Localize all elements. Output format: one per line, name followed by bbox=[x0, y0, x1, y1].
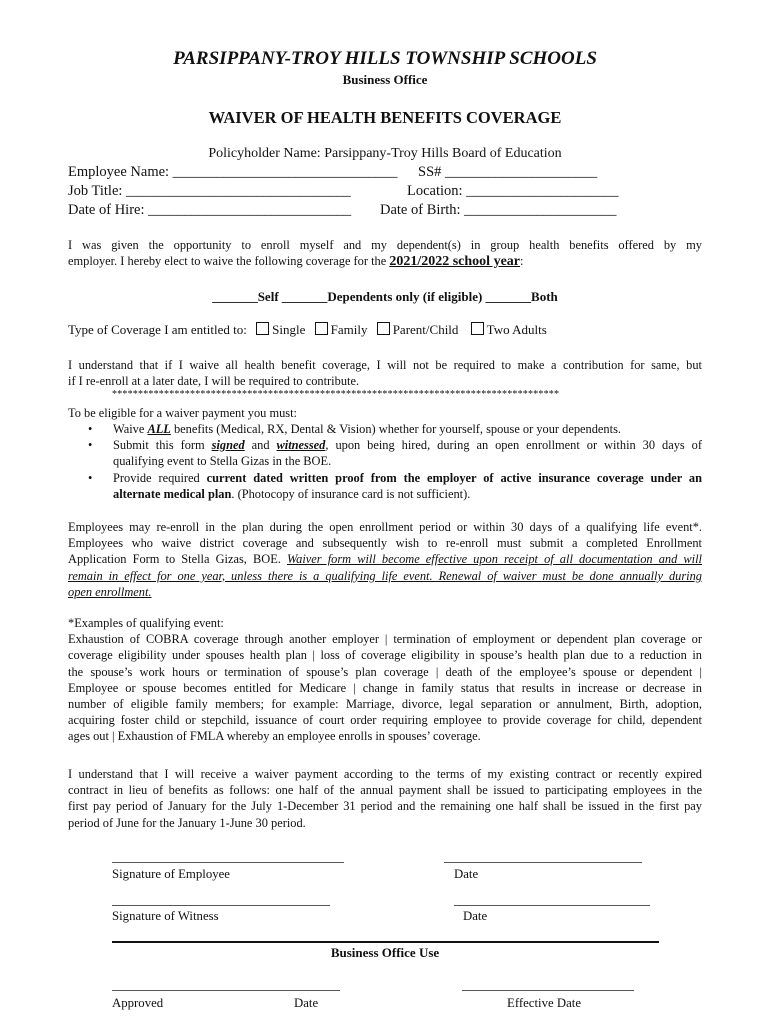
reenroll-line: Employees who waive district coverage and subsequently wish to re-enroll must submit a completed Enrollment bbox=[68, 536, 702, 551]
qualifying-line: Employee or spouse becomes entitled for Medicare | change in family status that results in increase or decrease in bbox=[68, 680, 702, 695]
single-label: Single bbox=[272, 322, 306, 337]
qualifying-line: number of eligible family members; for example: Marriage, divorce, legal separation or annulment, Birth, adoption, bbox=[68, 697, 702, 712]
employee-signature-label: Signature of Employee bbox=[112, 867, 230, 881]
approved-label: Approved bbox=[112, 996, 164, 1010]
intro-line: I was given the opportunity to enroll myself and my dependent(s) in group health benefits offered by my bbox=[68, 238, 702, 252]
eligibility-list bbox=[88, 421, 702, 502]
qualifying-events bbox=[68, 615, 702, 745]
coverage-choice-line[interactable]: _______Self _______Dependents only (if eligible) _______Both bbox=[212, 289, 558, 304]
payment-line: I understand that I will receive a waiver payment according to the terms of my existing contract or recently expired bbox=[68, 767, 702, 781]
qualifying-heading: *Examples of qualifying event: bbox=[68, 616, 224, 630]
witness-signature-label: Signature of Witness bbox=[112, 909, 219, 923]
date-of-birth-field[interactable]: Date of Birth: _____________________ bbox=[380, 202, 617, 218]
bullet-dot: • bbox=[88, 422, 93, 436]
bullet-text: Submit this form bbox=[113, 438, 212, 453]
payment-line: contract in lieu of benefits as follows: one half of the annual payment shall be issued to participating employees in the bbox=[68, 783, 702, 798]
payment-line: period of June for the January 1-June 30 period. bbox=[68, 815, 306, 830]
understand-line: I understand that if I waive all health benefit coverage, I will not be required to make a contribution for same, but bbox=[68, 358, 702, 372]
employee-name-field[interactable]: Employee Name: _______________________________ bbox=[68, 164, 398, 180]
bullet-text: , upon being hired, during an open enrollment or within 30 days of bbox=[325, 438, 702, 453]
effective-date-label: Effective Date bbox=[507, 996, 582, 1010]
list-item bbox=[88, 470, 702, 502]
policyholder-name: Policyholder Name: Parsippany-Troy Hills Board of Education bbox=[208, 146, 562, 161]
reenroll-emphasis: Waiver form will become effective upon receipt of all documentation and will bbox=[286, 552, 702, 567]
bullet-line: qualifying event to Stella Gizas in the BOE. bbox=[113, 454, 332, 469]
district-title: PARSIPPANY-TROY HILLS TOWNSHIP SCHOOLS bbox=[173, 48, 597, 69]
business-office-heading: Business Office Use bbox=[330, 945, 440, 960]
list-item bbox=[88, 437, 702, 469]
ss-field[interactable]: SS# _____________________ bbox=[418, 164, 598, 180]
approved-date-label: Date bbox=[294, 996, 319, 1010]
school-year: 2021/2022 school year bbox=[389, 254, 520, 270]
bullet-line bbox=[113, 470, 702, 486]
reenroll-line: open enrollment. bbox=[68, 584, 152, 599]
job-title-field[interactable]: Job Title: _______________________________ bbox=[68, 183, 351, 199]
reenroll-line: Employees may re-enroll in the plan during the open enrollment period or within 30 days of a qualifying life event*. bbox=[68, 520, 702, 534]
signed-emphasis: signed bbox=[211, 438, 245, 453]
proof-emphasis: current dated written proof from the employer of active insurance coverage under an bbox=[206, 470, 702, 485]
understand-paragraph bbox=[68, 357, 702, 389]
bullet-text: . (Photocopy of insurance card is not sufficient). bbox=[231, 486, 471, 501]
witness-signature-line[interactable] bbox=[112, 905, 330, 906]
reenroll-text: Application Form to Stella Gizas, BOE. bbox=[68, 552, 287, 567]
bullet-dot: • bbox=[88, 470, 93, 485]
qualifying-line: the spouse’s work hours or termination of spouse’s plan coverage | death of the employee’s spouse or dependent | bbox=[68, 664, 702, 679]
employee-signature-line[interactable] bbox=[112, 862, 344, 863]
bullet-text: Waive bbox=[113, 422, 148, 436]
intro-paragraph bbox=[68, 237, 702, 270]
reenroll-line bbox=[68, 551, 702, 567]
bullet-text: Provide required bbox=[113, 470, 207, 485]
single-checkbox[interactable] bbox=[256, 322, 269, 335]
qualifying-line: coverage eligibility under spouses health plan | loss of coverage eligibility in spouse’s health plan due to a reduction in bbox=[68, 648, 702, 663]
bullet-line bbox=[113, 437, 702, 453]
employee-date-line[interactable] bbox=[444, 862, 642, 863]
payment-paragraph bbox=[68, 766, 702, 831]
qualifying-line: ages out | Exhaustion of FMLA whereby an employee enrolls in spouses’ coverage. bbox=[68, 729, 481, 744]
approved-line[interactable] bbox=[112, 990, 340, 991]
parent-child-checkbox[interactable] bbox=[377, 322, 390, 335]
bullet-line bbox=[113, 486, 702, 502]
proof-emphasis: alternate medical plan bbox=[113, 486, 232, 501]
coverage-type-label: Type of Coverage I am entitled to: bbox=[68, 322, 247, 337]
business-office-divider bbox=[112, 941, 659, 943]
intro-colon: : bbox=[520, 254, 524, 269]
family-label: Family bbox=[330, 322, 368, 337]
intro-line bbox=[68, 253, 702, 270]
family-checkbox[interactable] bbox=[315, 322, 328, 335]
eligibility-heading bbox=[68, 405, 702, 421]
eligibility-heading-text: To be eligible for a waiver payment you must: bbox=[68, 406, 297, 420]
list-item bbox=[88, 421, 702, 437]
bullet-text: benefits (Medical, RX, Dental & Vision) whether for yourself, spouse or your dependents. bbox=[170, 422, 621, 436]
date-of-hire-field[interactable]: Date of Hire: ____________________________ bbox=[68, 202, 352, 218]
location-field[interactable]: Location: _____________________ bbox=[407, 183, 619, 199]
qualifying-line: Exhaustion of COBRA coverage through another employer | termination of employment or dependent plan coverage or bbox=[68, 632, 702, 647]
separator-stars: ************************************************************************************** bbox=[112, 389, 560, 400]
all-emphasis: ALL bbox=[147, 422, 171, 436]
bullet-dot: • bbox=[88, 438, 93, 453]
effective-date-line[interactable] bbox=[462, 990, 634, 991]
witness-date-line[interactable] bbox=[454, 905, 650, 906]
form-title: WAIVER OF HEALTH BENEFITS COVERAGE bbox=[208, 108, 562, 127]
reenroll-paragraph bbox=[68, 519, 702, 600]
bullet-line bbox=[113, 421, 702, 437]
qualifying-line: acquiring foster child or stepchild, issuance of court order requiring employee to provide coverage for child, dependent bbox=[68, 713, 702, 728]
witness-date-label: Date bbox=[463, 909, 488, 923]
two-adults-checkbox[interactable] bbox=[471, 322, 484, 335]
two-adults-label: Two Adults bbox=[486, 322, 547, 337]
bullet-text: and bbox=[244, 438, 277, 453]
intro-text: employer. I hereby elect to waive the following coverage for the bbox=[68, 254, 390, 269]
parent-child-label: Parent/Child bbox=[392, 322, 459, 337]
payment-line: first pay period of January for the July 1-December 31 period and the remaining one half shall be issued in the first pay bbox=[68, 799, 702, 814]
understand-line: if I re-enroll at a later date, I will be required to contribute. bbox=[68, 374, 360, 389]
witnessed-emphasis: witnessed bbox=[276, 438, 326, 453]
reenroll-line: remain in effect for one year, unless there is a qualifying life event. Renewal of waiver must be done annually during bbox=[68, 568, 702, 583]
employee-date-label: Date bbox=[454, 867, 479, 881]
coverage-type-row bbox=[68, 322, 547, 338]
office-subtitle: Business Office bbox=[342, 72, 428, 87]
